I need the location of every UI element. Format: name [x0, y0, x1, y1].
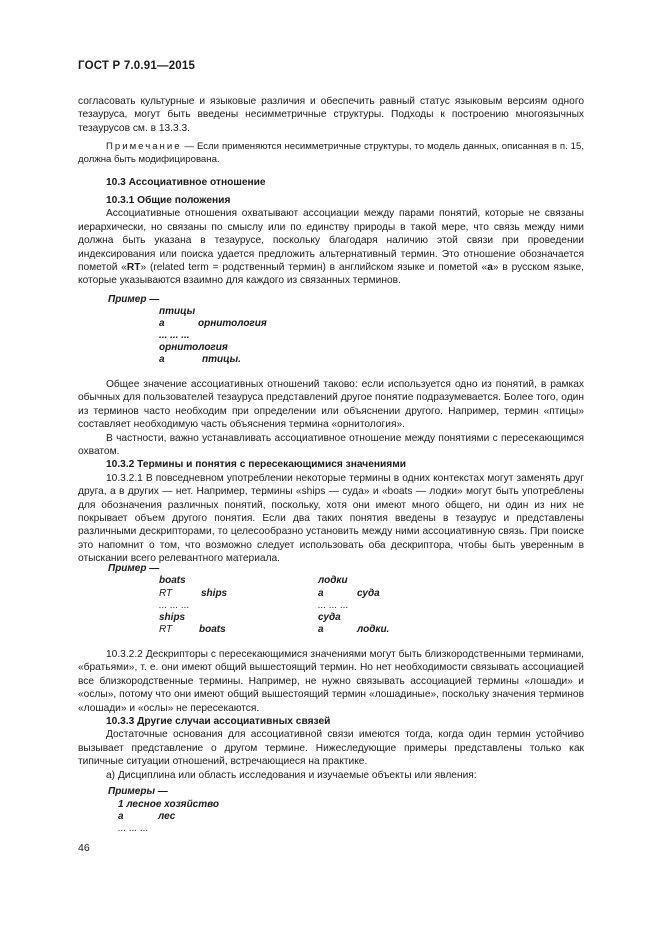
- example-relation: а: [318, 588, 324, 599]
- section-10-3-1-cont: [78, 378, 584, 566]
- example-term: орнитология: [159, 342, 228, 353]
- note: [78, 140, 584, 167]
- example-ellipsis: ... ... ...: [159, 600, 190, 611]
- note-label: Примечание: [106, 141, 182, 152]
- section-heading-10-3: 10.3 Ассоциативное отношение: [106, 177, 266, 188]
- example-relation: RT: [159, 588, 173, 599]
- section-10-3-2-cont: [78, 648, 584, 782]
- example-ellipsis: ... ... ...: [318, 600, 349, 611]
- example-relation: а: [159, 354, 165, 365]
- example-term: ships: [159, 612, 186, 623]
- example-value: суда: [357, 588, 380, 599]
- page-number: 46: [78, 842, 90, 854]
- document-header: ГОСТ Р 7.0.91—2015: [78, 60, 196, 72]
- example-term: boats: [159, 575, 186, 586]
- section-heading-10-3-2: 10.3.2 Термины и понятия с пересекающимися значениями: [106, 459, 407, 471]
- example-relation: RT: [159, 624, 173, 635]
- paragraph: 10.3.2.2 Дескрипторы с пересекающимися значениями могут быть близкородственными терминами, «братьями», т. е. они имеют общий вышестоящий термин. Но нет необходимости связывать ассоциацией все близкородственные термины. Например, не нужно связывать ассоциацией термины «лошади» и «ослы», потому что они имеют общий вышестоящий термин «лошадиные», поскольку значения терминов «лошади» и «ослы» не пересекаются.: [78, 649, 584, 714]
- example-value: птицы.: [202, 354, 241, 365]
- paragraph: 10.3.2.1 В повседневном употреблении некоторые термины в одних контекстах могут заменять друг друга, а в других — нет. Например, термины «ships — суда» и «boats — лодки» могут быть употреблены для обозначения различных понятий, поскольку, хотя они имеют много общего, ни один из них не покрывает объем другого понятия. Если два таких понятия введены в тезаурус и представлены различными дескрипторами, то целесообразно установить между ними ассоциативную связь. При поиске это напомнит о том, что возможно следует использовать оба дескриптора, чтобы быть уверенным в отыскании всего релевантного материала.: [78, 472, 584, 565]
- intro-text: согласовать культурные и языковые различия и обеспечить равный статус языковым версиям одного тезауруса, могут быть введены несимметричные структуры. Подходы к построению многоязычных тезаурусов см. в 13.3.3.: [78, 96, 584, 134]
- example-ellipsis: ... ... ...: [118, 823, 149, 834]
- paragraph: а) Дисциплина или область исследования и изучаемые объекты или явления:: [106, 769, 477, 781]
- note-text: — Если применяются несимметричные структуры, то модель данных, описанная в п. 15, должна быть модифицирована.: [78, 141, 584, 166]
- example-label: Пример —: [108, 294, 160, 305]
- example-ellipsis: ... ... ...: [159, 330, 190, 341]
- paragraph: В частности, важно устанавливать ассоциативное отношение между понятиями с пересекающимся охватом.: [78, 432, 584, 458]
- example-relation: а: [118, 811, 124, 822]
- paragraph: Достаточные основания для ассоциативной связи имеются тогда, когда один термин устойчиво вызывает представление о другом термине. Нижеследующие примеры представлены только как типичные ситуации отношений, встречающиеся на практике.: [78, 729, 584, 768]
- example-value: boats: [199, 624, 226, 635]
- example-term: лодки: [318, 575, 348, 586]
- example-value: орнитология: [198, 318, 267, 329]
- example-term: суда: [318, 612, 341, 623]
- example-term: птицы: [159, 306, 196, 317]
- example-label: Пример —: [108, 563, 160, 574]
- example-relation: а: [159, 318, 165, 329]
- section-heading-10-3-1: 10.3.1 Общие положения: [106, 195, 231, 206]
- intro-paragraph: [78, 95, 584, 135]
- example-value: ships: [201, 588, 228, 599]
- example-value: лес: [158, 811, 176, 822]
- example-value: лодки.: [357, 624, 390, 635]
- section-10-3-1: [78, 194, 584, 288]
- paragraph: Общее значение ассоциативных отношений таково: если используется одно из понятий, в рамках обычных для пользователей тезауруса представлений другое понятие подразумевается. Более того, один из терминов часто необходим при определении или объяснении другого. Например, термин «птицы» составляет необходимую часть объяснения термина «орнитология».: [78, 379, 584, 431]
- paragraph: Ассоциативные отношения охватывают ассоциации между парами понятий, которые не связаны иерархически, но связаны по смыслу или по единству природы в такой мере, что связь между ними должна быть указана в тезаурусе, поскольку благодаря наличию этой связи при проведении индексирования или поиска удается предложить альтернативный термин. Это отношение обозначается пометой «RT» (related term = родственный термин) в английском языке и пометой «а» в русском языке, которые указываются взаимно для каждого из связанных терминов.: [78, 208, 584, 287]
- example-label: Примеры —: [108, 786, 168, 797]
- example-relation: а: [318, 624, 324, 635]
- example-term: 1 лесное хозяйство: [118, 799, 220, 810]
- section-heading-10-3-3: 10.3.3 Другие случаи ассоциативных связей: [106, 716, 331, 728]
